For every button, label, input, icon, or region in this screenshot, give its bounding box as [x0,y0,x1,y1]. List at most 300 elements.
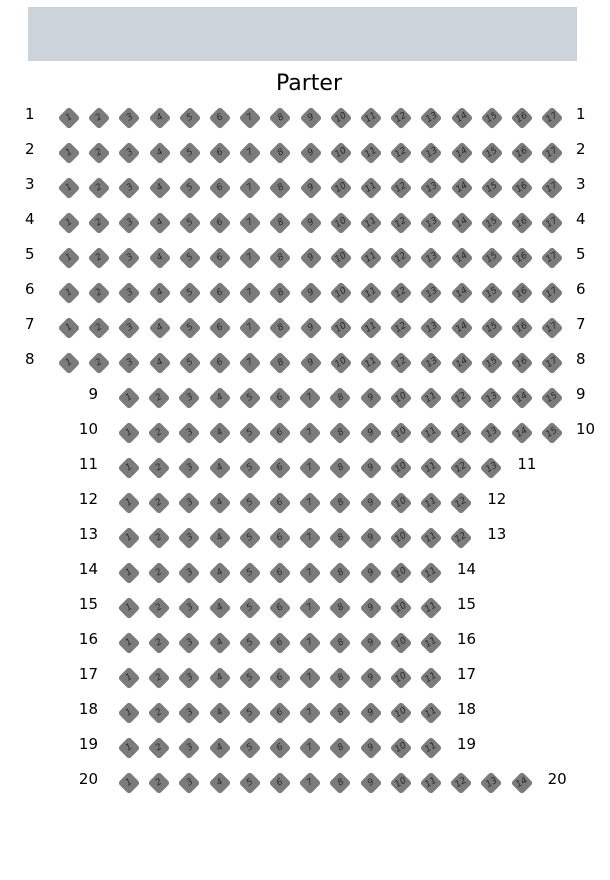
seat-row-7-11[interactable] [361,318,381,338]
seat-row-19-11[interactable] [421,738,441,758]
seat-row-7-4[interactable] [150,318,170,338]
seat-row-1-3[interactable] [119,108,139,128]
seat-row-13-8[interactable] [330,528,350,548]
seat-row-12-1[interactable] [119,493,139,513]
seat-row-14-11[interactable] [421,563,441,583]
seat-row-11-3[interactable] [179,458,199,478]
seat-row-14-5[interactable] [240,563,260,583]
seat-row-19-6[interactable] [270,738,290,758]
seat-row-5-12[interactable] [391,248,411,268]
seat-row-3-11[interactable] [361,178,381,198]
seat-row-20-14[interactable] [512,773,532,793]
seat-row-4-15[interactable] [482,213,502,233]
seat-row-15-11[interactable] [421,598,441,618]
seat-row-9-14[interactable] [512,388,532,408]
seat-row-8-2[interactable] [89,353,109,373]
seat-row-8-9[interactable] [301,353,321,373]
seat-row-8-1[interactable] [59,353,79,373]
seat-row-13-4[interactable] [210,528,230,548]
seat-row-4-6[interactable] [210,213,230,233]
seat-row-20-3[interactable] [179,773,199,793]
seat-row-16-7[interactable] [300,633,320,653]
seat-row-15-3[interactable] [179,598,199,618]
seat-row-9-11[interactable] [421,388,441,408]
seat-row-1-9[interactable] [301,108,321,128]
seat-row-8-5[interactable] [180,353,200,373]
seat-row-3-15[interactable] [482,178,502,198]
seat-row-2-17[interactable] [542,143,562,163]
seat-row-9-3[interactable] [179,388,199,408]
seat-row-8-6[interactable] [210,353,230,373]
seat-row-9-10[interactable] [391,388,411,408]
seat-row-11-2[interactable] [149,458,169,478]
seat-row-10-12[interactable] [451,423,471,443]
seat-row-12-2[interactable] [149,493,169,513]
seat-row-18-4[interactable] [210,703,230,723]
seat-row-11-8[interactable] [330,458,350,478]
seat-row-15-5[interactable] [240,598,260,618]
seat-row-12-7[interactable] [300,493,320,513]
seat-row-16-6[interactable] [270,633,290,653]
seat-row-10-1[interactable] [119,423,139,443]
seat-row-4-7[interactable] [240,213,260,233]
seat-row-17-1[interactable] [119,668,139,688]
seat-row-6-13[interactable] [421,283,441,303]
seat-row-9-12[interactable] [451,388,471,408]
seat-row-11-6[interactable] [270,458,290,478]
seat-row-6-4[interactable] [150,283,170,303]
seat-number: 12 [454,390,469,406]
seat-row-6-1[interactable] [59,283,79,303]
seat-row-6-10[interactable] [331,283,351,303]
seat-row-8-11[interactable] [361,353,381,373]
seat-row-1-7[interactable] [240,108,260,128]
seat-row-7-6[interactable] [210,318,230,338]
seat-row-19-5[interactable] [240,738,260,758]
seat-row-7-17[interactable] [542,318,562,338]
seat-row-10-10[interactable] [391,423,411,443]
seat-row-20-2[interactable] [149,773,169,793]
seat-row-8-13[interactable] [421,353,441,373]
seat-row-13-1[interactable] [119,528,139,548]
seat-number: 1 [124,426,134,440]
seat-row-14-6[interactable] [270,563,290,583]
seat-row-4-4[interactable] [150,213,170,233]
seat-row-12-11[interactable] [421,493,441,513]
seat-row-3-8[interactable] [270,178,290,198]
seat-row-11-10[interactable] [391,458,411,478]
seat-row-20-8[interactable] [330,773,350,793]
seat-row-10-9[interactable] [361,423,381,443]
seat-row-5-9[interactable] [301,248,321,268]
seat-row-6-17[interactable] [542,283,562,303]
seat-row-4-8[interactable] [270,213,290,233]
seat-row-1-4[interactable] [150,108,170,128]
seat-row-5-7[interactable] [240,248,260,268]
seat-row-10-11[interactable] [421,423,441,443]
seat-row-16-10[interactable] [391,633,411,653]
seat-row-2-11[interactable] [361,143,381,163]
seat-row-8-14[interactable] [452,353,472,373]
seat-row-9-13[interactable] [481,388,501,408]
seat-row-20-11[interactable] [421,773,441,793]
seat-row-2-4[interactable] [150,143,170,163]
seat-row-15-6[interactable] [270,598,290,618]
seat-row-9-4[interactable] [210,388,230,408]
seat-row-18-3[interactable] [179,703,199,723]
seat-row-15-2[interactable] [149,598,169,618]
seat-row-7-5[interactable] [180,318,200,338]
seat-row-7-12[interactable] [391,318,411,338]
seat-row-2-10[interactable] [331,143,351,163]
seat-row-19-9[interactable] [361,738,381,758]
seat-row-14-9[interactable] [361,563,381,583]
seat-row-5-15[interactable] [482,248,502,268]
seat-row-3-9[interactable] [301,178,321,198]
seat-row-6-12[interactable] [391,283,411,303]
seat-row-16-1[interactable] [119,633,139,653]
seat-row-11-12[interactable] [451,458,471,478]
seat-row-20-1[interactable] [119,773,139,793]
seat-row-10-6[interactable] [270,423,290,443]
seat-row-13-10[interactable] [391,528,411,548]
seat-row-7-2[interactable] [89,318,109,338]
seat-row-13-9[interactable] [361,528,381,548]
seat-row-13-12[interactable] [451,528,471,548]
seat-row-2-8[interactable] [270,143,290,163]
seat-row-7-8[interactable] [270,318,290,338]
seat-row-17-7[interactable] [300,668,320,688]
seat-row-8-16[interactable] [512,353,532,373]
seat-row-11-9[interactable] [361,458,381,478]
seat-row-2-7[interactable] [240,143,260,163]
seat-row-2-15[interactable] [482,143,502,163]
seat-row-3-1[interactable] [59,178,79,198]
seat-row-2-14[interactable] [452,143,472,163]
seat-row-19-3[interactable] [179,738,199,758]
seat-row-1-2[interactable] [89,108,109,128]
seat-row-12-6[interactable] [270,493,290,513]
seat-row-3-14[interactable] [452,178,472,198]
seat-row-13-6[interactable] [270,528,290,548]
seat-row-15-7[interactable] [300,598,320,618]
seat-row-1-12[interactable] [391,108,411,128]
seat-row-14-7[interactable] [300,563,320,583]
seat-row-3-12[interactable] [391,178,411,198]
seat-row-16-2[interactable] [149,633,169,653]
seat-row-4-12[interactable] [391,213,411,233]
seat-row-1-5[interactable] [180,108,200,128]
seat-row-1-13[interactable] [421,108,441,128]
seat-row-10-3[interactable] [179,423,199,443]
seat-row-5-6[interactable] [210,248,230,268]
seat-row-6-14[interactable] [452,283,472,303]
seat-row-14-2[interactable] [149,563,169,583]
seat-row-13-5[interactable] [240,528,260,548]
seat-row-16-11[interactable] [421,633,441,653]
seat-number: 1 [64,216,74,230]
seat-row-15-10[interactable] [391,598,411,618]
seat-row-19-4[interactable] [210,738,230,758]
seat-row-8-15[interactable] [482,353,502,373]
seat-row-15-9[interactable] [361,598,381,618]
seat-number: 6 [275,531,285,545]
seat-row-5-3[interactable] [119,248,139,268]
seat-row-3-4[interactable] [150,178,170,198]
seat-row-2-1[interactable] [59,143,79,163]
seat-row-20-7[interactable] [300,773,320,793]
seat-row-10-8[interactable] [330,423,350,443]
seat-row-2-13[interactable] [421,143,441,163]
seat-row-5-2[interactable] [89,248,109,268]
seat-row-19-8[interactable] [330,738,350,758]
seat-row-4-11[interactable] [361,213,381,233]
seat-row-16-5[interactable] [240,633,260,653]
seat-row-17-6[interactable] [270,668,290,688]
seat-row-9-5[interactable] [240,388,260,408]
seat-row-4-2[interactable] [89,213,109,233]
seat-row-5-14[interactable] [452,248,472,268]
seat-row-10-13[interactable] [481,423,501,443]
seat-row-15-4[interactable] [210,598,230,618]
seat-row-1-16[interactable] [512,108,532,128]
seat-row-3-7[interactable] [240,178,260,198]
seat-number: 4 [215,461,224,475]
seat-row-1-8[interactable] [270,108,290,128]
seat-row-4-16[interactable] [512,213,532,233]
seat-row-19-1[interactable] [119,738,139,758]
seat-row-10-7[interactable] [300,423,320,443]
seat-row-20-13[interactable] [481,773,501,793]
seat-number: 8 [336,636,345,650]
seat-row-9-2[interactable] [149,388,169,408]
seat-row-2-12[interactable] [391,143,411,163]
seat-row-6-3[interactable] [119,283,139,303]
seat-row-2-6[interactable] [210,143,230,163]
seat-row-18-10[interactable] [391,703,411,723]
seat-row-20-9[interactable] [361,773,381,793]
seat-row-17-11[interactable] [421,668,441,688]
seat-row-19-2[interactable] [149,738,169,758]
seat-row-8-10[interactable] [331,353,351,373]
seat-row-20-5[interactable] [240,773,260,793]
seat-row-17-4[interactable] [210,668,230,688]
seat-row-11-11[interactable] [421,458,441,478]
seat-row-14-1[interactable] [119,563,139,583]
seat-row-4-14[interactable] [452,213,472,233]
seat-number: 11 [424,775,438,791]
seat-row-5-10[interactable] [331,248,351,268]
seat-row-8-8[interactable] [270,353,290,373]
seat-row-14-10[interactable] [391,563,411,583]
seat-row-3-13[interactable] [421,178,441,198]
seat-row-7-9[interactable] [301,318,321,338]
seat-row-20-12[interactable] [451,773,471,793]
seat-row-18-7[interactable] [300,703,320,723]
seat-row-11-7[interactable] [300,458,320,478]
seat-row-1-11[interactable] [361,108,381,128]
seat-number: 1 [124,706,134,720]
seat-row-17-10[interactable] [391,668,411,688]
seat-row-4-9[interactable] [301,213,321,233]
seat-row-2-3[interactable] [119,143,139,163]
seat-row-1-1[interactable] [59,108,79,128]
seat-row-12-5[interactable] [240,493,260,513]
seat-row-9-15[interactable] [542,388,562,408]
seat-row-16-4[interactable] [210,633,230,653]
seat-row-1-14[interactable] [452,108,472,128]
seat-number: 2 [94,356,104,370]
seat-row-2-16[interactable] [512,143,532,163]
seat-row-13-2[interactable] [149,528,169,548]
seat-row-17-5[interactable] [240,668,260,688]
seat-row-8-7[interactable] [240,353,260,373]
seat-row-18-8[interactable] [330,703,350,723]
seat-row-14-3[interactable] [179,563,199,583]
seat-number: 7 [245,251,255,265]
seat-row-18-6[interactable] [270,703,290,723]
seat-row-4-5[interactable] [180,213,200,233]
seat-row-8-12[interactable] [391,353,411,373]
seat-row-11-5[interactable] [240,458,260,478]
seat-row-5-8[interactable] [270,248,290,268]
seat-row-3-3[interactable] [119,178,139,198]
seat-row-9-9[interactable] [361,388,381,408]
seat-row-15-8[interactable] [330,598,350,618]
seat-row-7-3[interactable] [119,318,139,338]
seat-row-18-1[interactable] [119,703,139,723]
seat-row-1-6[interactable] [210,108,230,128]
seat-number: 2 [154,566,164,580]
seat-row-11-1[interactable] [119,458,139,478]
seat-row-6-11[interactable] [361,283,381,303]
seat-row-3-17[interactable] [542,178,562,198]
seat-row-7-16[interactable] [512,318,532,338]
seat-row-17-8[interactable] [330,668,350,688]
seat-row-17-9[interactable] [361,668,381,688]
seat-row-4-17[interactable] [542,213,562,233]
seat-row-13-7[interactable] [300,528,320,548]
seat-row-3-2[interactable] [89,178,109,198]
seat-number: 8 [276,321,285,335]
seat-row-9-7[interactable] [300,388,320,408]
seat-row-5-1[interactable] [59,248,79,268]
seat-row-10-4[interactable] [210,423,230,443]
seat-row-6-2[interactable] [89,283,109,303]
seat-row-17-3[interactable] [179,668,199,688]
seat-row-18-2[interactable] [149,703,169,723]
seat-row-19-7[interactable] [300,738,320,758]
seat-number: 10 [393,705,408,721]
seat-row-1-17[interactable] [542,108,562,128]
seat-row-9-6[interactable] [270,388,290,408]
seat-row-10-2[interactable] [149,423,169,443]
seat-row-6-9[interactable] [301,283,321,303]
seat-number: 3 [185,566,194,580]
seat-row-13-11[interactable] [421,528,441,548]
seat-row-12-3[interactable] [179,493,199,513]
seat-row-14-8[interactable] [330,563,350,583]
seat-row-5-4[interactable] [150,248,170,268]
seat-row-18-5[interactable] [240,703,260,723]
seat-row-20-6[interactable] [270,773,290,793]
seat-row-7-14[interactable] [452,318,472,338]
seat-row-5-5[interactable] [180,248,200,268]
seat-row-4-13[interactable] [421,213,441,233]
seat-row-20-10[interactable] [391,773,411,793]
seat-row-18-9[interactable] [361,703,381,723]
seat-row-6-7[interactable] [240,283,260,303]
seat-row-11-4[interactable] [210,458,230,478]
seat-row-5-11[interactable] [361,248,381,268]
seat-row-16-3[interactable] [179,633,199,653]
seat-row-16-9[interactable] [361,633,381,653]
seat-row-8-4[interactable] [150,353,170,373]
seat-row-11-13[interactable] [481,458,501,478]
seat-row-8-3[interactable] [119,353,139,373]
seat-row-12-10[interactable] [391,493,411,513]
seat-row-8-17[interactable] [542,353,562,373]
seat-row-6-16[interactable] [512,283,532,303]
seat-row-5-17[interactable] [542,248,562,268]
seat-row-2-9[interactable] [301,143,321,163]
seat-row-12-8[interactable] [330,493,350,513]
seat-row-4-10[interactable] [331,213,351,233]
seat-row-4-1[interactable] [59,213,79,233]
seat-row-17-2[interactable] [149,668,169,688]
seat-row-12-9[interactable] [361,493,381,513]
seat-row-1-15[interactable] [482,108,502,128]
seat-row-4-3[interactable] [119,213,139,233]
seat-row-6-8[interactable] [270,283,290,303]
seat-row-10-14[interactable] [512,423,532,443]
seat-row-3-6[interactable] [210,178,230,198]
seat-row-18-11[interactable] [421,703,441,723]
seat-row-7-1[interactable] [59,318,79,338]
seat-row-6-5[interactable] [180,283,200,303]
row-label-right: 20 [547,770,567,788]
seat-row-5-16[interactable] [512,248,532,268]
seat-row-1-10[interactable] [331,108,351,128]
seat-row-7-13[interactable] [421,318,441,338]
seat-row-6-6[interactable] [210,283,230,303]
seat-row-7-15[interactable] [482,318,502,338]
seat-row-13-3[interactable] [179,528,199,548]
seat-row-19-10[interactable] [391,738,411,758]
seat-row-3-10[interactable] [331,178,351,198]
seat-number: 10 [393,600,408,616]
seat-row-3-5[interactable] [180,178,200,198]
seat-row-14-4[interactable] [210,563,230,583]
seat-row-15-1[interactable] [119,598,139,618]
seat-row-7-10[interactable] [331,318,351,338]
seat-row-5-13[interactable] [421,248,441,268]
seat-row-16-8[interactable] [330,633,350,653]
seat-row-12-12[interactable] [451,493,471,513]
seat-row-3-16[interactable] [512,178,532,198]
seat-row-9-1[interactable] [119,388,139,408]
seat-row-9-8[interactable] [330,388,350,408]
seat-row-6-15[interactable] [482,283,502,303]
seat-row-10-15[interactable] [542,423,562,443]
seat-row-20-4[interactable] [210,773,230,793]
seat-number: 11 [424,635,438,651]
seat-row-7-7[interactable] [240,318,260,338]
seat-row-12-4[interactable] [210,493,230,513]
seat-row-2-2[interactable] [89,143,109,163]
seat-row-2-5[interactable] [180,143,200,163]
seat-row-10-5[interactable] [240,423,260,443]
